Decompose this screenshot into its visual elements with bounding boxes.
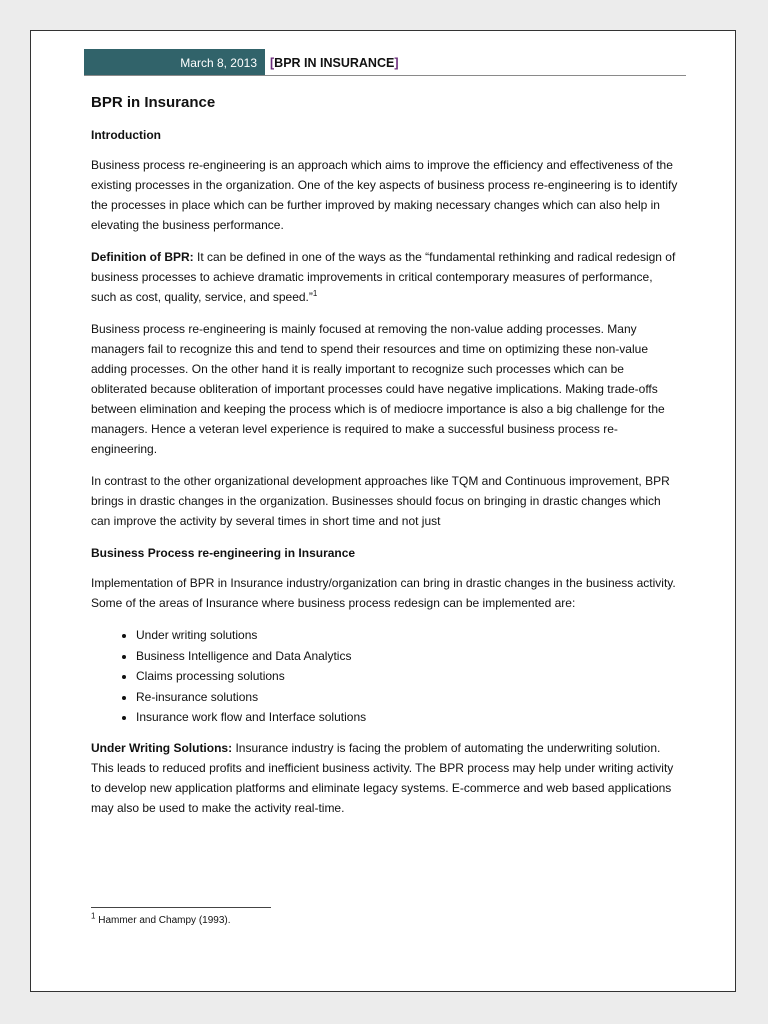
header-title [270,49,399,76]
header-date: March 8, 2013 [180,55,257,70]
footnote-ref[interactable]: 1 [312,289,318,298]
paragraph-underwriting [91,738,681,818]
doc-title: BPR in Insurance [91,94,216,111]
areas-list [91,625,681,728]
header-date-band [84,49,265,76]
paragraph-non-value: Business process re-engineering is mainly focused at removing the non-value adding processes. Many managers fail to recognize this and tend to spend their resources and time on optimizing these non-value adding processes. On the other hand it is really important to recognize such processes which can be obliterated because obliteration of important processes could have negative implications. Making trade-offs between elimination and keeping the process which is of mediocre importance is also a big challenge for the managers. Hence a veteran level experience is required to make a successful business process re-engineering. [91,322,665,456]
document-body [91,93,681,830]
footnote [91,911,231,926]
document-page [30,30,736,992]
header-bracket-close: ] [394,55,399,70]
paragraph-implementation: Implementation of BPR in Insurance industry/organization can bring in drastic changes in the business activity. Some of the areas of Insurance where business process redesign can be implemented are: [91,576,676,610]
underwriting-text: Insurance industry is facing the problem of automating the underwriting solution. This leads to reduced profits and inefficient business activity. The BPR process may help under writing activity to develop new application platforms and eliminate legacy systems. E-commerce and web based applications may also be used to make the activity real-time. [91,740,674,815]
footnote-mark: 1 [91,911,96,921]
list-item: • Re-insurance solutions [136,687,681,708]
list-item: • Under writing solutions [136,625,681,646]
footnote-rule [91,907,271,908]
list-item: • Insurance work flow and Interface solutions [136,707,681,728]
list-item: • Business Intelligence and Data Analytics [136,646,681,667]
paragraph-definition [91,247,681,307]
list-item: • Claims processing solutions [136,666,681,687]
footnote-text: Hammer and Champy (1993). [95,915,231,926]
paragraph-intro: Business process re-engineering is an approach which aims to improve the efficiency and effectiveness of the existing processes in the organization. One of the key aspects of business process re-engineering is to identify the processes in place which can be further improved by making necessary changes which can also help in elevating the business performance. [91,158,678,232]
section-heading: Business Process re-engineering in Insurance [91,546,356,560]
header-bracket-open: [ [270,55,275,70]
intro-heading: Introduction [91,128,161,142]
header-rule [84,75,686,76]
underwriting-label: Under Writing Solutions: [91,740,233,755]
paragraph-contrast: In contrast to the other organizational development approaches like TQM and Continuous improvement, BPR brings in drastic changes in the organization. Businesses should focus on bringing in drastic changes which can improve the activity by several times in short time and not just [91,474,670,528]
header-title-text: BPR IN INSURANCE [274,55,395,70]
definition-text: It can be defined in one of the ways as the “fundamental rethinking and radical redesign of business processes to achieve dramatic improvements in critical contemporary measures of performance, such as cost, quality, service, and speed.” [91,250,676,304]
definition-label: Definition of BPR: [91,250,194,264]
